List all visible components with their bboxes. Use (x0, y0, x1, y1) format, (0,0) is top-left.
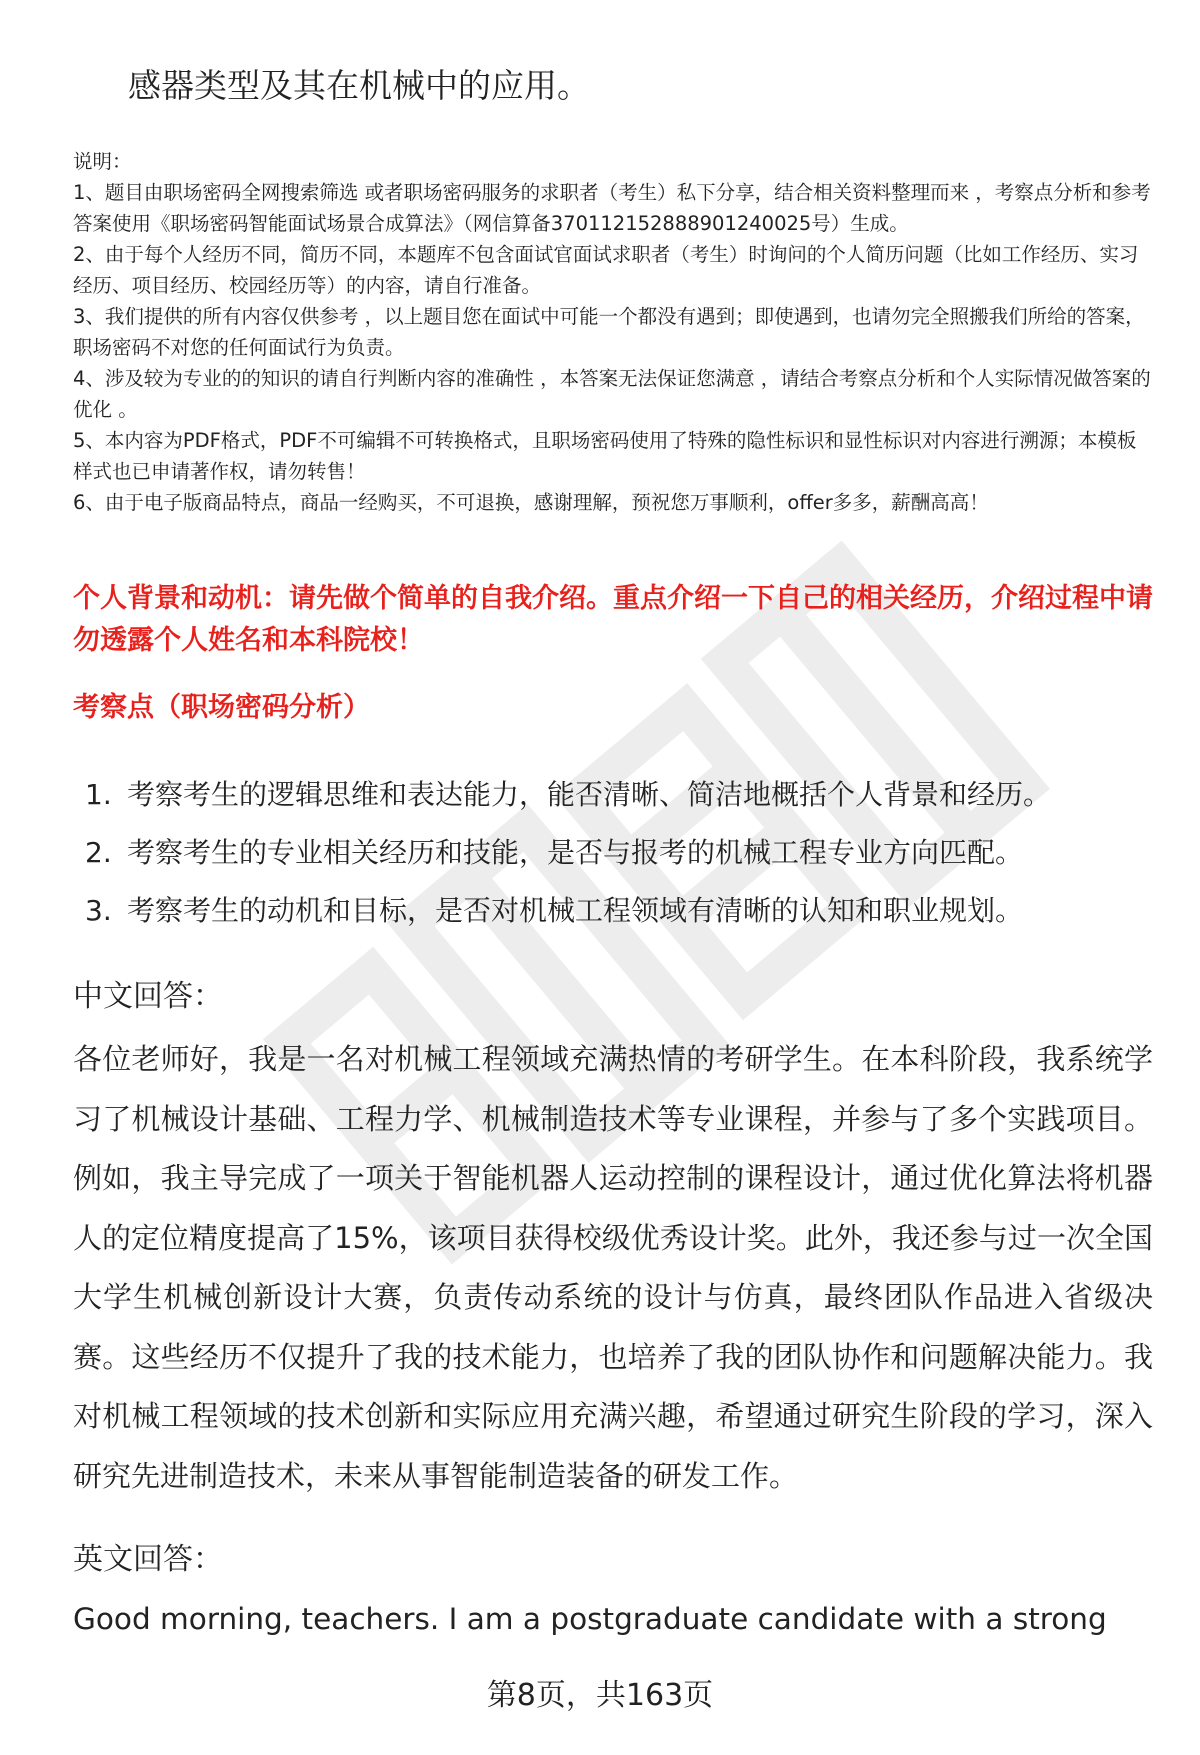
continued-question-text: 感器类型及其在机械中的应用。 (128, 66, 590, 105)
note-item: 3、我们提供的所有内容仅供参考 ，以上题目您在面试中可能一个都没有遇到；即使遇到，也请勿完全照搬我们所给的答案，职场密码不对您的任何面试行为负责。 (73, 305, 1145, 359)
point-number: 3. (85, 894, 112, 927)
note-item: 1、题目由职场密码全网搜索筛选 或者职场密码服务的求职者（考生）私下分享，结合相关资料整理而来 ，考察点分析和参考答案使用《职场密码智能面试场景合成算法》（网信算备370112152888901240025号）生成。 (73, 181, 1151, 235)
note-item: 5、本内容为PDF格式，PDF不可编辑不可转换格式，且职场密码使用了特殊的隐性标识和显性标识对内容进行溯源；本模板样式也已申请著作权，请勿转售！ (73, 429, 1137, 483)
assessment-point (85, 882, 1165, 940)
point-text: 考察考生的逻辑思维和表达能力，能否清晰、简洁地概括个人背景和经历。 (127, 778, 1052, 811)
note-item: 6、由于电子版商品特点，商品一经购买，不可退换，感谢理解，预祝您万事顺利，offer多多，薪酬高高！ (73, 491, 989, 514)
note-item: 2、由于每个人经历不同，简历不同，本题库不包含面试官面试求职者（考生）时询问的个人简历问题（比如工作经历、实习经历、项目经历、校园经历等）的内容，请自行准备。 (73, 243, 1139, 297)
notes-section (73, 146, 1153, 518)
page-number: 第8页，共163页 (486, 1678, 714, 1713)
point-number: 2. (85, 836, 112, 869)
assessment-points-heading: 考察点（职场密码分析） (73, 692, 370, 723)
english-answer-text: Good morning, teachers. I am a postgraduate candidate with a strong (73, 1602, 1107, 1636)
assessment-point (85, 766, 1165, 824)
point-number: 1. (85, 778, 112, 811)
note-item: 4、涉及较为专业的的知识的请自行判断内容的准确性 ，本答案无法保证您满意 ，请结合考察点分析和个人实际情况做答案的优化 。 (73, 367, 1151, 421)
chinese-answer-text: 各位老师好，我是一名对机械工程领域充满热情的考研学生。在本科阶段，我系统学习了机械设计基础、工程力学、机械制造技术等专业课程，并参与了多个实践项目。例如，我主导完成了一项关于智能机器人运动控制的课程设计，通过优化算法将机器人的定位精度提高了15%，该项目获得校级优秀设计奖。此外，我还参与过一次全国大学生机械创新设计大赛，负责传动系统的设计与仿真，最终团队作品进入省级决赛。这些经历不仅提升了我的技术能力，也培养了我的团队协作和问题解决能力。我对机械工程领域的技术创新和实际应用充满兴趣，希望通过研究生阶段的学习，深入研究先进制造技术，未来从事智能制造装备的研发工作。 (73, 1042, 1153, 1493)
point-text: 考察考生的动机和目标，是否对机械工程领域有清晰的认知和职业规划。 (127, 894, 1024, 927)
assessment-points-list (85, 766, 1165, 940)
question-heading: 个人背景和动机：请先做个简单的自我介绍。重点介绍一下自己的相关经历，介绍过程中请勿透露个人姓名和本科院校！ (73, 583, 1153, 656)
english-answer-label: 英文回答： (73, 1542, 223, 1577)
chinese-answer-label: 中文回答： (73, 979, 223, 1014)
point-text: 考察考生的专业相关经历和技能，是否与报考的机械工程专业方向匹配。 (127, 836, 1024, 869)
notes-heading: 说明： (73, 150, 132, 173)
assessment-point (85, 824, 1165, 882)
